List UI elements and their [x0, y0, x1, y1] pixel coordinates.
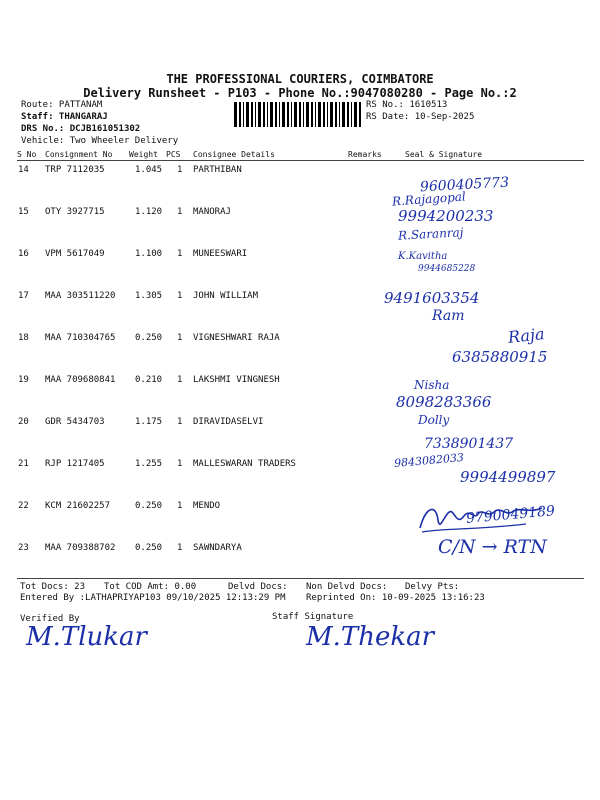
reprinted-on: Reprinted On: 10-09-2025 13:16:23 — [306, 593, 485, 603]
row-pcs: 1 — [177, 543, 183, 553]
handwritten-phone: 9944685228 — [418, 264, 476, 274]
drs-label: DRS No.: DCJB161051302 — [21, 124, 141, 134]
row-weight: 1.100 — [135, 249, 163, 259]
col-consignee: Consignee Details — [193, 150, 275, 159]
row-consignee: JOHN WILLIAM — [193, 291, 259, 301]
handwritten-phone: 9994499897 — [460, 468, 556, 486]
handwritten-phone: 9600405773 — [419, 174, 510, 196]
staff-label: Staff: THANGARAJ — [21, 112, 108, 122]
row-pcs: 1 — [177, 165, 183, 175]
staff-signature: M.Thekar — [306, 622, 435, 652]
row-consignee: MALLESWARAN TRADERS — [193, 459, 296, 469]
row-consignee: PARTHIBAN — [193, 165, 242, 175]
row-consignee: DIRAVIDASELVI — [193, 417, 264, 427]
handwritten-signature: Dolly — [418, 413, 450, 427]
non-delvd-docs: Non Delvd Docs: — [306, 582, 388, 592]
col-sno: S No — [17, 150, 37, 159]
handwritten-remark: C/N → RTN — [438, 536, 547, 558]
verified-by-label: Verified By — [20, 614, 80, 624]
row-sno: 22 — [18, 501, 29, 511]
row-consignment: MAA 303511220 — [45, 291, 116, 301]
row-sno: 15 — [18, 207, 29, 217]
row-weight: 1.120 — [135, 207, 163, 217]
handwritten-phone: 9994200233 — [398, 207, 494, 225]
col-remarks: Remarks — [348, 150, 382, 159]
staff-signature-label: Staff Signature — [272, 612, 354, 622]
row-weight: 1.255 — [135, 459, 163, 469]
totals-divider — [17, 578, 584, 579]
handwritten-name: R.Rajagopal — [391, 189, 467, 209]
row-weight: 0.250 — [135, 333, 163, 343]
row-pcs: 1 — [177, 207, 183, 217]
header-divider — [17, 160, 584, 161]
row-consignment: MAA 709388702 — [45, 543, 116, 553]
handwritten-phone: 8098283366 — [396, 393, 492, 411]
table-row — [0, 249, 600, 291]
row-consignment: MAA 710304765 — [45, 333, 116, 343]
row-consignee: VIGNESHWARI RAJA — [193, 333, 280, 343]
row-weight: 1.175 — [135, 417, 163, 427]
handwritten-phone: 7338901437 — [424, 436, 514, 452]
vehicle-label: Vehicle: Two Wheeler Delivery — [21, 136, 179, 146]
row-consignment: RJP 1217405 — [45, 459, 105, 469]
col-seal: Seal & Signature — [405, 150, 483, 159]
row-pcs: 1 — [177, 291, 183, 301]
handwritten-signature: Ram — [432, 308, 465, 324]
row-consignee: MANORAJ — [193, 207, 231, 217]
row-sno: 23 — [18, 543, 29, 553]
row-weight: 0.250 — [135, 501, 163, 511]
row-pcs: 1 — [177, 249, 183, 259]
row-weight: 1.045 — [135, 165, 163, 175]
row-pcs: 1 — [177, 375, 183, 385]
handwritten-name: R.Saranraj — [397, 225, 464, 243]
row-consignment: GDR 5434703 — [45, 417, 105, 427]
row-pcs: 1 — [177, 333, 183, 343]
row-weight: 0.250 — [135, 543, 163, 553]
rs-date: RS Date: 10-Sep-2025 — [366, 112, 475, 122]
delvy-pts: Delvy Pts: — [405, 582, 460, 592]
handwritten-signature: Raja — [507, 324, 546, 347]
row-sno: 20 — [18, 417, 29, 427]
handwritten-phone: 9843082033 — [393, 450, 465, 471]
runsheet-title: Delivery Runsheet - P103 - Phone No.:9047080280 - Page No.:2 — [83, 86, 517, 100]
col-pcs: PCS — [166, 150, 181, 159]
row-consignee: MENDO — [193, 501, 221, 511]
row-weight: 0.210 — [135, 375, 163, 385]
row-consignment: OTY 3927715 — [45, 207, 105, 217]
barcode-image — [234, 102, 362, 127]
row-consignment: KCM 21602257 — [45, 501, 111, 511]
tot-docs: Tot Docs: 23 — [20, 582, 86, 592]
row-sno: 19 — [18, 375, 29, 385]
route-label: Route: PATTANAM — [21, 100, 103, 110]
row-consignment: TRP 7112035 — [45, 165, 105, 175]
verified-signature: M.Tlukar — [26, 622, 147, 652]
delvd-docs: Delvd Docs: — [228, 582, 288, 592]
handwritten-name: K.Kavitha — [398, 251, 448, 262]
row-sno: 21 — [18, 459, 29, 469]
table-row — [0, 207, 600, 249]
rs-number: RS No.: 1610513 — [366, 100, 448, 110]
table-row — [0, 375, 600, 417]
handwritten-phone: 9790049189 — [465, 503, 556, 527]
row-sno: 17 — [18, 291, 29, 301]
tot-cod: Tot COD Amt: 0.00 — [104, 582, 197, 592]
handwritten-phone: 6385880915 — [452, 348, 548, 366]
handwritten-phone: 9491603354 — [384, 289, 480, 307]
entered-by: Entered By :LATHAPRIYAP103 09/10/2025 12:13:29 PM — [20, 593, 286, 603]
row-sno: 14 — [18, 165, 29, 175]
company-title: THE PROFESSIONAL COURIERS, COIMBATORE — [166, 72, 434, 86]
row-consignee: LAKSHMI VINGNESH — [193, 375, 280, 385]
row-consignee: MUNEESWARI — [193, 249, 248, 259]
row-sno: 18 — [18, 333, 29, 343]
col-consignment: Consignment No — [45, 150, 113, 159]
row-pcs: 1 — [177, 501, 183, 511]
signature-scribble — [416, 498, 546, 538]
row-sno: 16 — [18, 249, 29, 259]
row-consignment: VPM 5617049 — [45, 249, 105, 259]
row-pcs: 1 — [177, 459, 183, 469]
table-row — [0, 165, 600, 207]
col-weight: Weight — [129, 150, 158, 159]
row-pcs: 1 — [177, 417, 183, 427]
row-consignee: SAWNDARYA — [193, 543, 242, 553]
row-weight: 1.305 — [135, 291, 163, 301]
handwritten-name: Nisha — [414, 378, 450, 392]
row-consignment: MAA 709680841 — [45, 375, 116, 385]
